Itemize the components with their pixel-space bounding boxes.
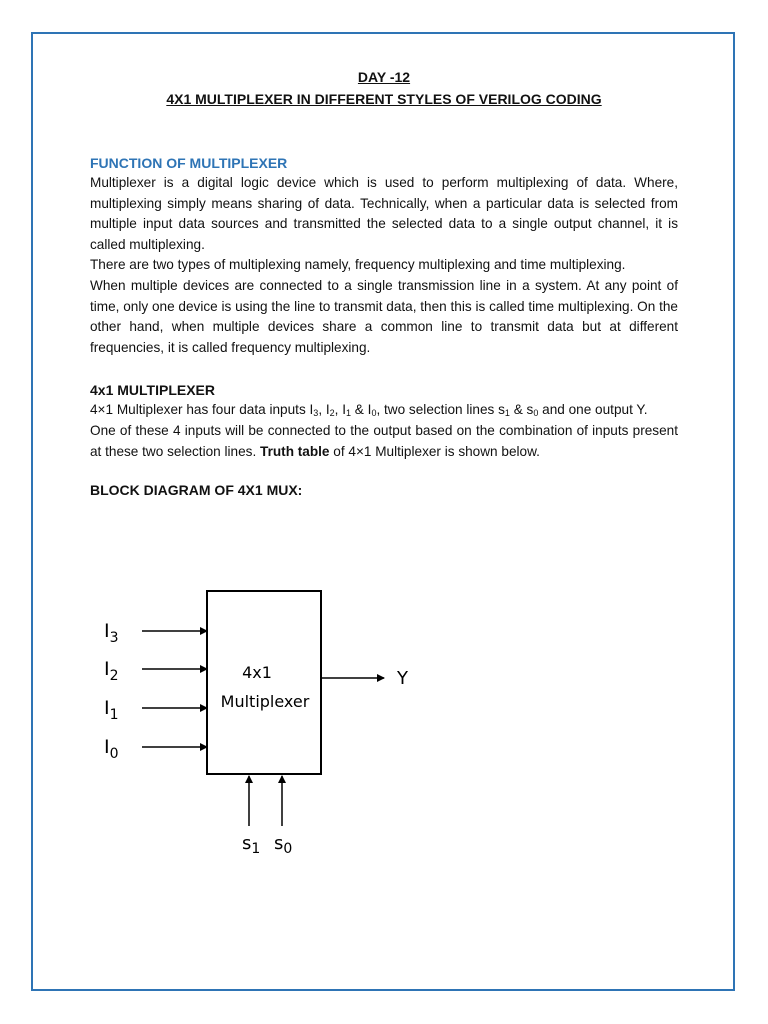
- truth-table-emphasis: Truth table: [260, 443, 330, 459]
- input-label-i1: $I_1$: [104, 697, 119, 723]
- function-paragraph-3: When multiple devices are connected to a single transmission line in a system. At any point of time, only one device is using the line to transmit data, then this is called time multiplexing. On the other hand, when multiple devices share a common line to transmit data but at different frequencies, it is called frequency multiplexing.: [90, 277, 678, 355]
- function-paragraph-1: Multiplexer is a digital logic device which is used to perform multiplexing of data. Where, multiplexing simply means sharing of data. Technically, when a particular data is selected from multiple input data sources and transmitted the selected data to a single output channel, it is called multiplexing.: [90, 175, 678, 252]
- input-label-i0: $I_0$: [104, 736, 119, 762]
- function-heading: FUNCTION OF MULTIPLEXER: [90, 155, 288, 171]
- mux-heading: 4x1 MULTIPLEXER: [90, 382, 215, 399]
- select-label-s1: $s_1$: [242, 833, 261, 857]
- function-paragraph-2: There are two types of multiplexing namely, frequency multiplexing and time multiplexing.: [90, 257, 626, 273]
- mux-paragraph-1: 4×1 Multiplexer has four data inputs $I_3$, $I_2$, $I_1$ & $I_0$, two selection lines $s_1$ & $s_0$ and one output Y.: [90, 402, 648, 419]
- day-title: DAY -12: [357, 69, 411, 85]
- document-title: 4X1 MULTIPLEXER IN DIFFERENT STYLES OF VERILOG CODING: [166, 91, 602, 107]
- box-label-multiplexer: Multiplexer: [220, 692, 310, 711]
- mux-paragraph-2: One of these 4 inputs will be connected to the output based on the combination of inputs present at these two selection lines. Truth table of 4×1 Multiplexer is shown below.: [90, 422, 678, 459]
- block-diagram-heading: BLOCK DIAGRAM OF 4X1 MUX:: [90, 482, 303, 499]
- box-label-4x1: 4x1: [242, 663, 272, 682]
- mux-box: [207, 591, 321, 774]
- document-body: [90, 153, 678, 500]
- input-label-i2: $I_2$: [104, 658, 119, 684]
- input-label-i3: $I_3$: [104, 620, 119, 646]
- document-header: [31, 66, 737, 110]
- output-label-y: Y: [397, 668, 408, 689]
- select-label-s0: $s_0$: [274, 833, 293, 857]
- mux-block-diagram: [90, 580, 450, 870]
